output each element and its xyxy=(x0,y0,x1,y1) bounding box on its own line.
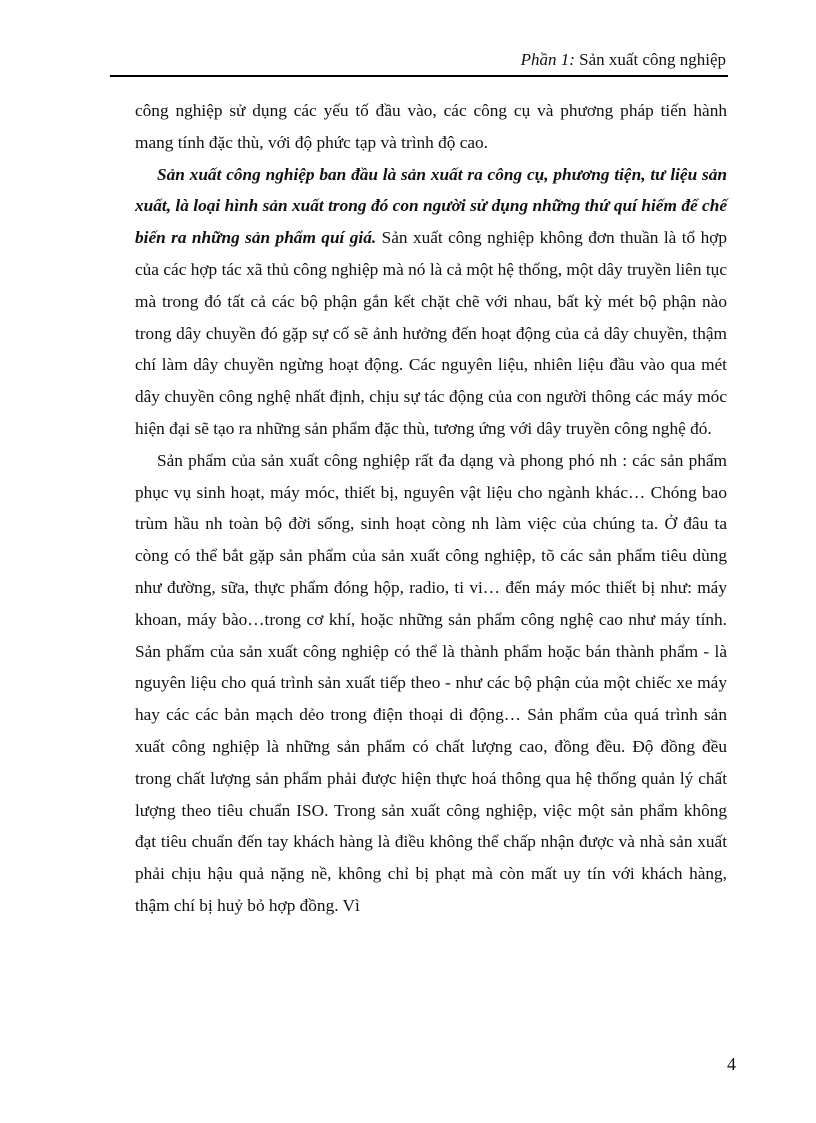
paragraph-1: công nghiệp sử dụng các yếu tố đầu vào, các công cụ và phương pháp tiến hành mang tính đặc thù, với độ phức tạp và trình độ cao. xyxy=(135,101,727,152)
paragraph-3: Sản phẩm của sản xuất công nghiệp rất đa dạng và phong phó nh : các sản phẩm phục vụ sinh hoạt, máy móc, thiết bị, nguyên vật liệu cho ngành khác… Chóng bao trùm hầu nh toàn bộ đời sống, sinh hoạt còng nh làm việc của chúng ta. Ở đâu ta còng có thể bắt gặp sản phẩm của sản xuất công nghiệp, tõ các sản phẩm tiêu dùng như đường, sữa, thực phẩm đóng hộp, radio, ti vi… đến máy móc thiết bị như: máy khoan, máy bào…trong cơ khí, hoặc những sản phẩm công nghệ cao như máy tính. Sản phẩm của sản xuất công nghiệp có thể là thành phẩm hoặc bán thành phẩm - là nguyên liệu cho quá trình sản xuất tiếp theo - như các bộ phận của một chiếc xe máy hay các các bản mạch dẻo trong điện thoại di động… Sản phẩm của quá trình sản xuất công nghiệp là những sản phẩm có chất lượng cao, đồng đều. Độ đồng đều trong chất lượng sản phẩm phải được hiện thực hoá thông qua hệ thống quản lý chất lượng theo tiêu chuẩn ISO. Trong sản xuất công nghiệp, việc một sản phẩm không đạt tiêu chuẩn đến tay khách hàng là điều không thể chấp nhận được và nhà sản xuất phải chịu hậu quả nặng nề, không chỉ bị phạt mà còn mất uy tín với khách hàng, thậm chí bị huỷ bỏ hợp đồng. Vì xyxy=(135,450,727,915)
paragraph-2 xyxy=(135,159,727,445)
header-title: Sản xuất công nghiệp xyxy=(579,50,726,69)
paragraph-2-emphasis: Sản xuất công nghiệp ban đầu là sản xuất ra công cụ, phương tiện, tư liệu sản xuất, là loại hình sản xuất trong đó con người sử dụng những thứ quí hiếm để chế biến ra những sản phẩm quí giá. xyxy=(135,164,727,248)
paragraph-2-rest: Sản xuất công nghiệp không đơn thuần là tổ hợp của các hợp tác xã thủ công nghiệp mà nó là cả một hệ thống, một dây truyền liên tục mà trong đó tất cả các bộ phận gắn kết chặt chẽ với nhau, bất kỳ mét bộ phận nào trong dây chuyền đó gặp sự cố sẽ ảnh hưởng đến hoạt động của cả dây chuyền, thậm chí làm dây chuyền ngừng hoạt động. Các nguyên liệu, nhiên liệu đầu vào qua mét dây chuyền công nghệ nhất định, chịu sự tác động của con người thông các máy móc hiện đại sẽ tạo ra những sản phẩm đặc thù, tương ứng với dây truyền công nghệ đó. xyxy=(135,228,727,438)
header-part: Phần 1: xyxy=(520,50,575,69)
header-divider xyxy=(110,75,728,77)
page-header xyxy=(110,50,726,72)
body-text xyxy=(135,95,727,922)
page-number: 4 xyxy=(727,1054,736,1074)
